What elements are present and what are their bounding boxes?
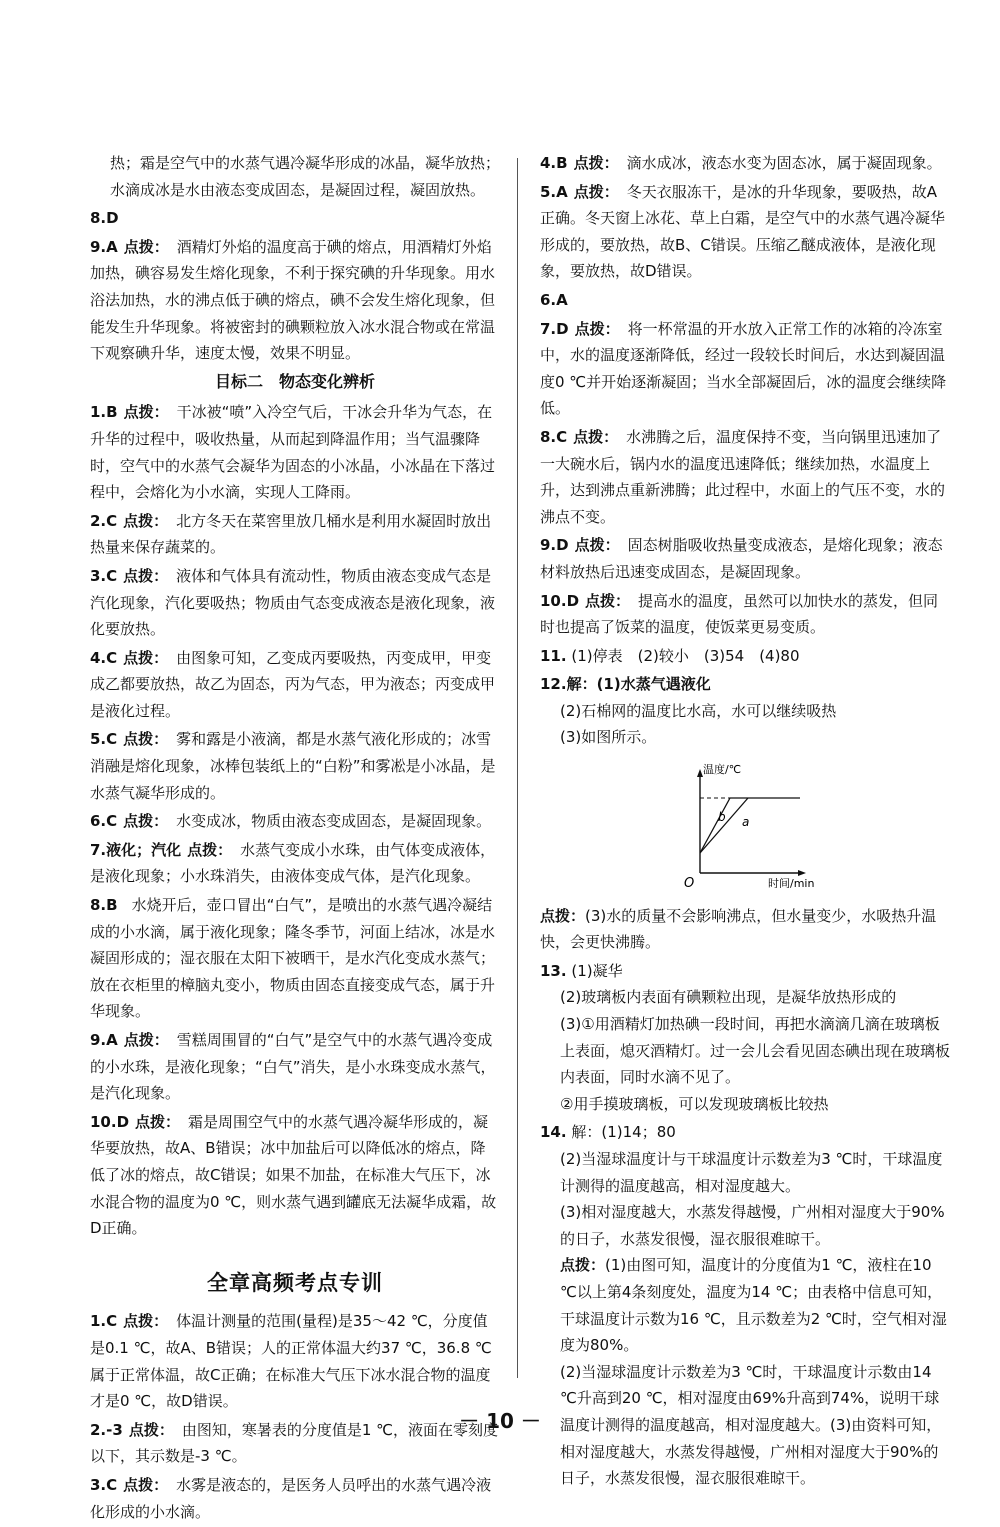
answer-s7: 7.液化；汽化 点拨： 水蒸气变成小水珠，由气体变成液体，是液化现象；小水珠消失，由液体变成气体，是汽化现象。 (90, 840, 496, 886)
answer-r12-note: 点拨：(3)水的质量不会影响沸点，但水量变少，水吸热升温快，会更快沸腾。 (540, 906, 937, 952)
right-column (540, 150, 950, 1494)
answer-r5: 5.A 点拨： 冬天衣服冻干，是冰的升华现象，要吸热，故A正确。冬天窗上冰花、草上白霜，是空气中的水蒸气遇冷凝华形成的，要放热，故B、C错误。压缩乙醚成液体，是液化现象，要放热，故D错误。 (540, 182, 946, 281)
answer-s4: 4.C 点拨： 由图象可知，乙变成丙要吸热，丙变成甲，甲变成乙都要放热，故乙为固态，丙为气态，甲为液态；丙变成甲是液化过程。 (90, 648, 496, 720)
page-number: － 10 － (459, 1409, 541, 1433)
answer-r10: 10.D 点拨： 提高水的温度，虽然可以加快水的蒸发，但同时也提高了饭菜的温度，使饭菜更易变质。 (540, 591, 939, 637)
answer-r11: 11. (1)停表 (2)较小 (3)54 (4)80 (540, 646, 800, 665)
answer-r13: 13. (1)凝华 (2)玻璃板内表面有碘颗粒出现，是凝华放热形成的 (3)①用酒精灯加热碘一段时间，再把水滴滴几滴在玻璃板上表面，熄灭酒精灯。过一会儿会看见固态碘出现在玻璃板内表面，同时水滴不见了。 ②用手摸玻璃板，可以发现玻璃板比较热 (540, 961, 951, 1113)
answer-r7: 7.D 点拨： 将一杯常温的开水放入正常工作的冰箱的冷冻室中，水的温度逐渐降低，经过一段较长时间后，水达到凝固温度0 ℃并开始逐渐凝固；当水全部凝固后，冰的温度会继续降低。 (540, 319, 947, 418)
answer-r8: 8.C 点拨： 水沸腾之后，温度保持不变，当向锅里迅速加了一大碗水后，锅内水的温度迅速降低；继续加热，水温度上升，达到沸点重新沸腾；此过程中，水面上的气压不变，水的沸点不变。 (540, 427, 946, 526)
answer-9: 9.A 点拨： 酒精灯外焰的温度高于碘的熔点，用酒精灯外焰加热，碘容易发生熔化现象，不利于探究碘的升华现象。用水浴法加热，水的沸点低于碘的熔点，碘不会发生熔化现象，但能发生升华现象。将被密封的碘颗粒放入冰水混合物或在常温下观察碘升华，速度太慢，效果不明显。 (90, 237, 496, 363)
section-title-goal-2: 目标二 物态变化辨析 (214, 371, 375, 391)
answer-r9: 9.D 点拨： 固态树脂吸收热量变成液态，是熔化现象；液态材料放热后迅速变成固态，是凝固现象。 (540, 536, 943, 581)
x-axis-arrow (798, 870, 806, 876)
answer-s6: 6.C 点拨： 水变成冰，物质由液态变成固态，是凝固现象。 (90, 812, 492, 831)
graph-y-label: 温度/℃ (703, 763, 742, 777)
answer-s10: 10.D 点拨： 霜是周围空气中的水蒸气遇冷凝华形成的，凝华要放热，故A、B错误；冰中加盐后可以降低冰的熔点，降低了冰的熔点，故C错误；如果不加盐，在标准大气压下，冰水混合物的温度为0 ℃，则水蒸气遇到罐底无法凝华成霜，故D正确。 (90, 1112, 497, 1238)
answer-s1: 1.B 点拨： 干冰被“喷”入冷空气后，干冰会升华为气态，在升华的过程中，吸收热量，从而起到降温作用；当气温骤降时，空气中的水蒸气会凝华为固态的小冰晶，小冰晶在下落过程中，会熔化为小水滴，实现人工降雨。 (90, 403, 496, 502)
line-a (700, 798, 748, 853)
answer-t3: 3.C 点拨： 水雾是液态的，是医务人员呼出的水蒸气遇冷液化形成的小水滴。 (90, 1475, 492, 1521)
answer-s2: 2.C 点拨： 北方冬天在菜窖里放几桶水是利用水凝固时放出热量来保存蔬菜的。 (90, 511, 492, 557)
answer-r6: 6.A (540, 290, 568, 309)
answer-8: 8.D (90, 209, 119, 228)
answer-r14: 14. 解：(1)14；80 (2)当湿球温度计与干球温度计示数差为3 ℃时，干球温度计测得的温度越高，相对湿度越大。 (3)相对湿度越大，水蒸发得越慢，广州相对湿度大于90%的日子，水蒸发很慢，湿衣服很难晾干。 点拨：(1)由图可知，温度计的分度值为1 ℃，液柱在10 ℃以上第4条刻度处，温度为14 ℃；由表格中信息可知，干球温度计示数为16 ℃，且示数差为2 ℃时，空气相对湿度为80%。 (2)当湿球温度计示数差为3 ℃时，干球温度计示数由14 ℃升高到20 ℃，相对湿度由69%升高到74%，说明干球温度计测得的温度越高，相对湿度越大。(3)由资料可知，相对湿度越大，水蒸发得越慢，广州相对湿度大于90%的日子，水蒸发很慢，湿衣服很难晾干。 (540, 1123, 947, 1488)
chapter-section-title: 全章高频考点专训 (207, 1270, 383, 1295)
left-column (90, 150, 500, 1527)
answer-r4: 4.B 点拨： 滴水成冰，液态水变为固态冰，属于凝固现象。 (540, 154, 942, 172)
graph-label-a: a (742, 815, 750, 830)
graph-x-label: 时间/min (768, 877, 815, 889)
answer-s5: 5.C 点拨： 雾和露是小液滴，都是水蒸气液化形成的；冰雪消融是熔化现象，冰棒包装纸上的“白粉”和雾凇是小冰晶，是水蒸气凝华形成的。 (90, 730, 496, 802)
line-b (700, 798, 800, 853)
answer-s8: 8.B 水烧开后，壶口冒出“白气”，是喷出的水蒸气遇冷凝结成的小水滴，属于液化现象；隆冬季节，河面上结冰，冰是水凝固形成的；湿衣服在太阳下被晒干，是水汽化变成水蒸气；放在衣柜里的樟脑丸变小，物质由固态直接变成气态，属于升华现象。 (90, 896, 496, 1021)
answer-s9: 9.A 点拨： 雪糕周围冒的“白气”是空气中的水蒸气遇冷变成的小水珠，是液化现象；“白气”消失，是小水珠变成水蒸气，是汽化现象。 (90, 1031, 496, 1103)
temperature-time-graph (660, 763, 820, 888)
answer-t2: 2.-3 点拨： 由图知，寒暑表的分度值是1 ℃，液面在零刻度以下，其示数是-3 ℃。 (90, 1420, 498, 1466)
answer-t1: 1.C 点拨： 体温计测量的范围(量程)是35～42 ℃，分度值是0.1 ℃，故A、B错误；人的正常体温大约37 ℃，36.8 ℃属于正常体温，故C正确；在标准大气压下冰水混合物的温度才是0 ℃，故D错误。 (90, 1312, 492, 1411)
answer-r12: 12.解：(1)水蒸气遇液化 (2)石棉网的温度比水高，水可以继续吸热 (3)如图所示。 (540, 675, 837, 747)
continued-text: 热；霜是空气中的水蒸气遇冷凝华形成的冰晶，凝华放热；水滴成冰是水由液态变成固态，是凝固过程，凝固放热。 (110, 154, 501, 199)
answer-s3: 3.C 点拨： 液体和气体具有流动性，物质由液态变成气态是汽化现象，汽化要吸热；物质由气态变成液态是液化现象，液化要放热。 (90, 566, 496, 639)
column-divider (517, 158, 518, 1378)
graph-label-b: b (718, 810, 726, 825)
graph-origin: O (684, 876, 695, 889)
